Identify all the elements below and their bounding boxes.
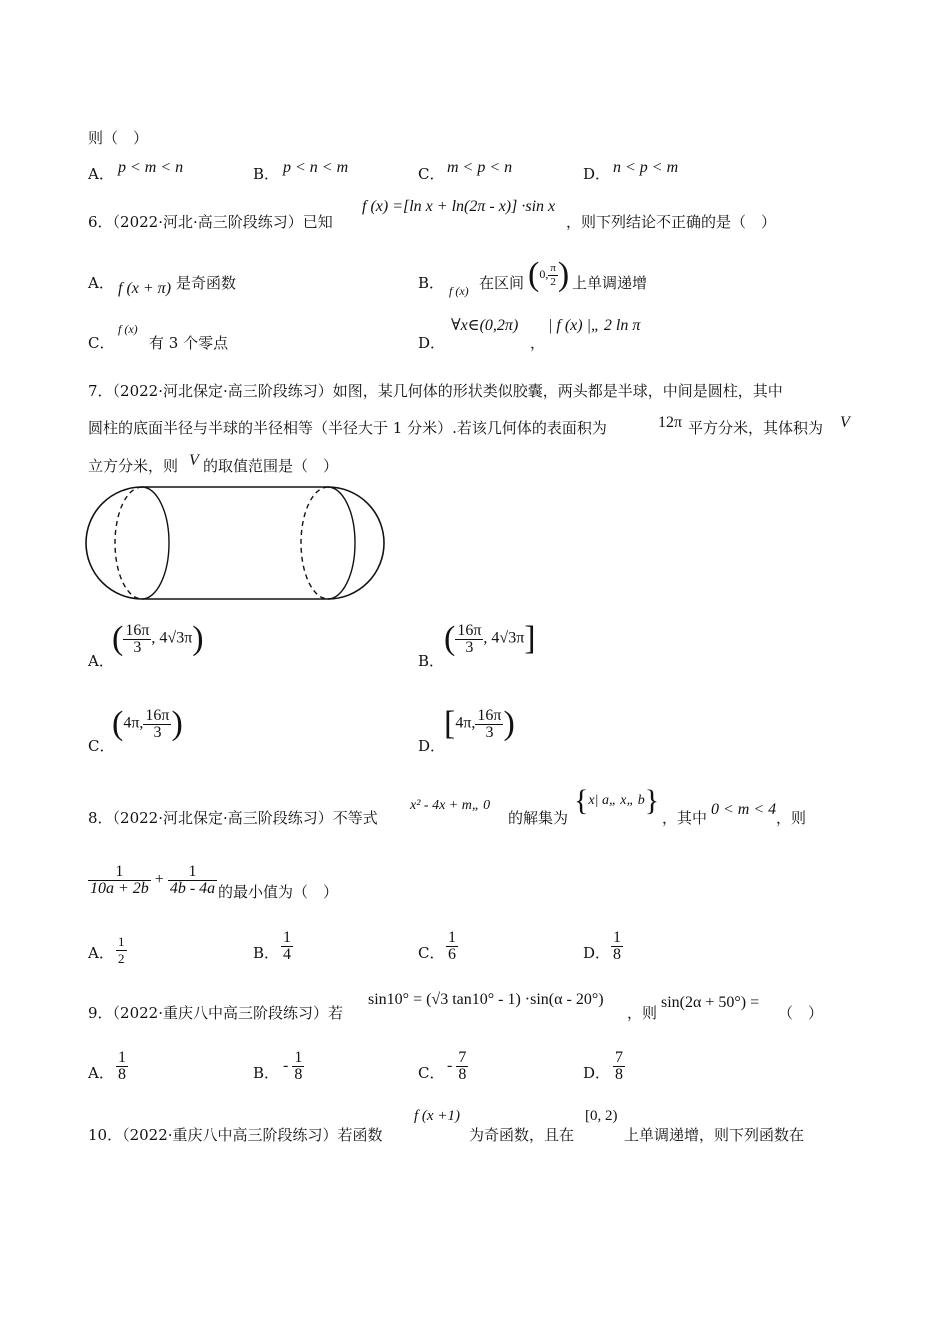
q8-stem-mid2: ，其中: [662, 809, 708, 827]
q8-stem-tail: 的最小值为（ ）: [218, 883, 339, 901]
q6-option-a-letter: A．: [88, 274, 114, 292]
q7-option-b-letter: B．: [418, 652, 445, 670]
q9-option-d-letter: D．: [583, 1064, 611, 1082]
q5-option-d-letter: D．: [583, 165, 611, 183]
q9-target: sin(2α + 50°) =: [661, 994, 760, 1011]
q6-option-b-text1: 在区间: [479, 274, 525, 292]
q6-stem-suffix: ，则下列结论不正确的是（ ）: [566, 213, 777, 231]
q7-option-b-expr: ( $\frac{16\pi}{3}$ , 4√3π]: [444, 620, 536, 657]
q6-option-b-expr: f (x): [449, 284, 469, 298]
q6-option-d-letter: D．: [418, 334, 446, 352]
q5-option-a-letter: A．: [88, 165, 114, 183]
q7-option-d-expr: [4π, $\frac{16\pi}{3}$ ): [444, 705, 515, 742]
q6-option-c-letter: C．: [88, 334, 115, 352]
q7-option-c-expr: (4π, $\frac{16\pi}{3}$ ): [112, 705, 183, 742]
q6-option-b-interval: (0, $\frac{\pi}{2}$ ): [528, 256, 570, 293]
q5-option-c-expr: m < p < n: [447, 159, 513, 176]
q7-option-c-letter: C．: [88, 737, 115, 755]
q6-option-d-sep: ，: [530, 334, 546, 352]
q9-formula: sin10° = (√3 tan10° - 1) ·sin(α - 20°): [368, 991, 604, 1008]
q10-function: f (x +1): [414, 1108, 460, 1124]
q8-inequality: x² - 4x + m„ 0: [410, 798, 491, 813]
q8-option-b-letter: B．: [253, 944, 280, 962]
q8-option-a-letter: A．: [88, 944, 114, 962]
q6-option-d-expr2: | f (x) |„ 2 ln π: [548, 317, 641, 334]
left-base-hidden-arc: [115, 487, 142, 599]
q7-stem-line3a: 立方分米，则: [88, 457, 179, 475]
q5-option-b-expr: p < n < m: [283, 159, 349, 176]
q6-option-d-expr1: ∀x∈(0,2π): [451, 317, 519, 334]
q9-option-c-frac: - $\frac{7}{8}$: [447, 1049, 467, 1083]
q9-option-d-frac: $\frac{7}{8}$: [615, 1049, 623, 1083]
q9-option-b-letter: B．: [253, 1064, 280, 1082]
q8-option-d-letter: D．: [583, 944, 611, 962]
capsule-outline: [86, 487, 384, 599]
q9-option-c-letter: C．: [418, 1064, 445, 1082]
q5-option-a-expr: p < m < n: [118, 159, 184, 176]
q7-stem-line1: 7．（2022·河北保定·高三阶段练习）如图，某几何体的形状类似胶囊，两头都是半球，中间是圆柱，其中: [88, 382, 783, 400]
left-base-front-arc: [142, 487, 169, 599]
q7-option-d-letter: D．: [418, 737, 446, 755]
q8-option-c-frac: $\frac{1}{6}$: [448, 929, 456, 963]
q6-option-c-expr: f (x): [118, 322, 138, 336]
q9-option-b-frac: - $\frac{1}{8}$: [283, 1049, 303, 1083]
q5-option-b-letter: B．: [253, 165, 280, 183]
q8-solution-set: {x| a„ x„ b}: [574, 784, 660, 817]
q10-stem-mid: 为奇函数，且在: [469, 1126, 575, 1144]
q9-stem-tail: （ ）: [778, 1004, 824, 1022]
q8-option-c-letter: C．: [418, 944, 445, 962]
right-base-front-arc: [328, 487, 355, 599]
q7-area: 12π: [658, 414, 683, 431]
q10-stem-prefix: 10．（2022·重庆八中高三阶段练习）若函数: [88, 1126, 383, 1144]
q8-stem-prefix: 8．（2022·河北保定·高三阶段练习）不等式: [88, 809, 378, 827]
q6-option-a-text: 是奇函数: [176, 274, 237, 292]
q8-expression: $\frac{1}{10a + 2b}$ + $\frac{1}{4b - 4a}$: [90, 863, 216, 897]
q6-option-a-expr: f (x + π): [118, 280, 172, 297]
q7-volume-var2: V: [189, 452, 199, 469]
q6-option-c-text: 有 3 个零点: [149, 334, 229, 352]
q8-condition: 0 < m < 4: [711, 801, 777, 818]
right-base-hidden-arc: [301, 487, 328, 599]
q8-stem-end: ，则: [776, 809, 807, 827]
q9-option-a-frac: $\frac{1}{8}$: [118, 1049, 126, 1083]
q6-option-b-text2: 上单调递增: [572, 274, 648, 292]
q9-stem-prefix: 9．（2022·重庆八中高三阶段练习）若: [88, 1004, 343, 1022]
q10-interval: [0, 2): [585, 1108, 618, 1124]
q7-stem-line3b: 的取值范围是（ ）: [203, 457, 339, 475]
q8-stem-mid: 的解集为: [508, 809, 569, 827]
q5-option-c-letter: C．: [418, 165, 445, 183]
q10-stem-tail: 上单调递增，则下列函数在: [624, 1126, 805, 1144]
q8-option-d-frac: $\frac{1}{8}$: [613, 929, 621, 963]
q7-option-a-expr: ( $\frac{16\pi}{3}$ , 4√3π): [112, 620, 204, 657]
q9-stem-mid: ，则: [627, 1004, 658, 1022]
q8-option-a-frac: $\frac{1}{2}$: [118, 934, 125, 966]
q6-stem-prefix: 6．（2022·河北·高三阶段练习）已知: [88, 213, 333, 231]
q6-formula: f (x) =[ln x + ln(2π - x)] ·sin x: [362, 198, 556, 215]
capsule-figure: [84, 484, 386, 602]
q6-option-b-letter: B．: [418, 274, 445, 292]
q9-option-a-letter: A．: [88, 1064, 114, 1082]
q7-volume-var: V: [840, 414, 850, 431]
q5-option-d-expr: n < p < m: [613, 159, 679, 176]
q7-stem-line2a: 圆柱的底面半径与半球的半径相等（半径大于 1 分米）.若该几何体的表面积为: [88, 419, 607, 437]
intro-text: 则（ ）: [88, 129, 149, 147]
q7-stem-line2b: 平方分米，其体积为: [688, 419, 824, 437]
q7-option-a-letter: A．: [88, 652, 114, 670]
q8-option-b-frac: $\frac{1}{4}$: [283, 929, 291, 963]
